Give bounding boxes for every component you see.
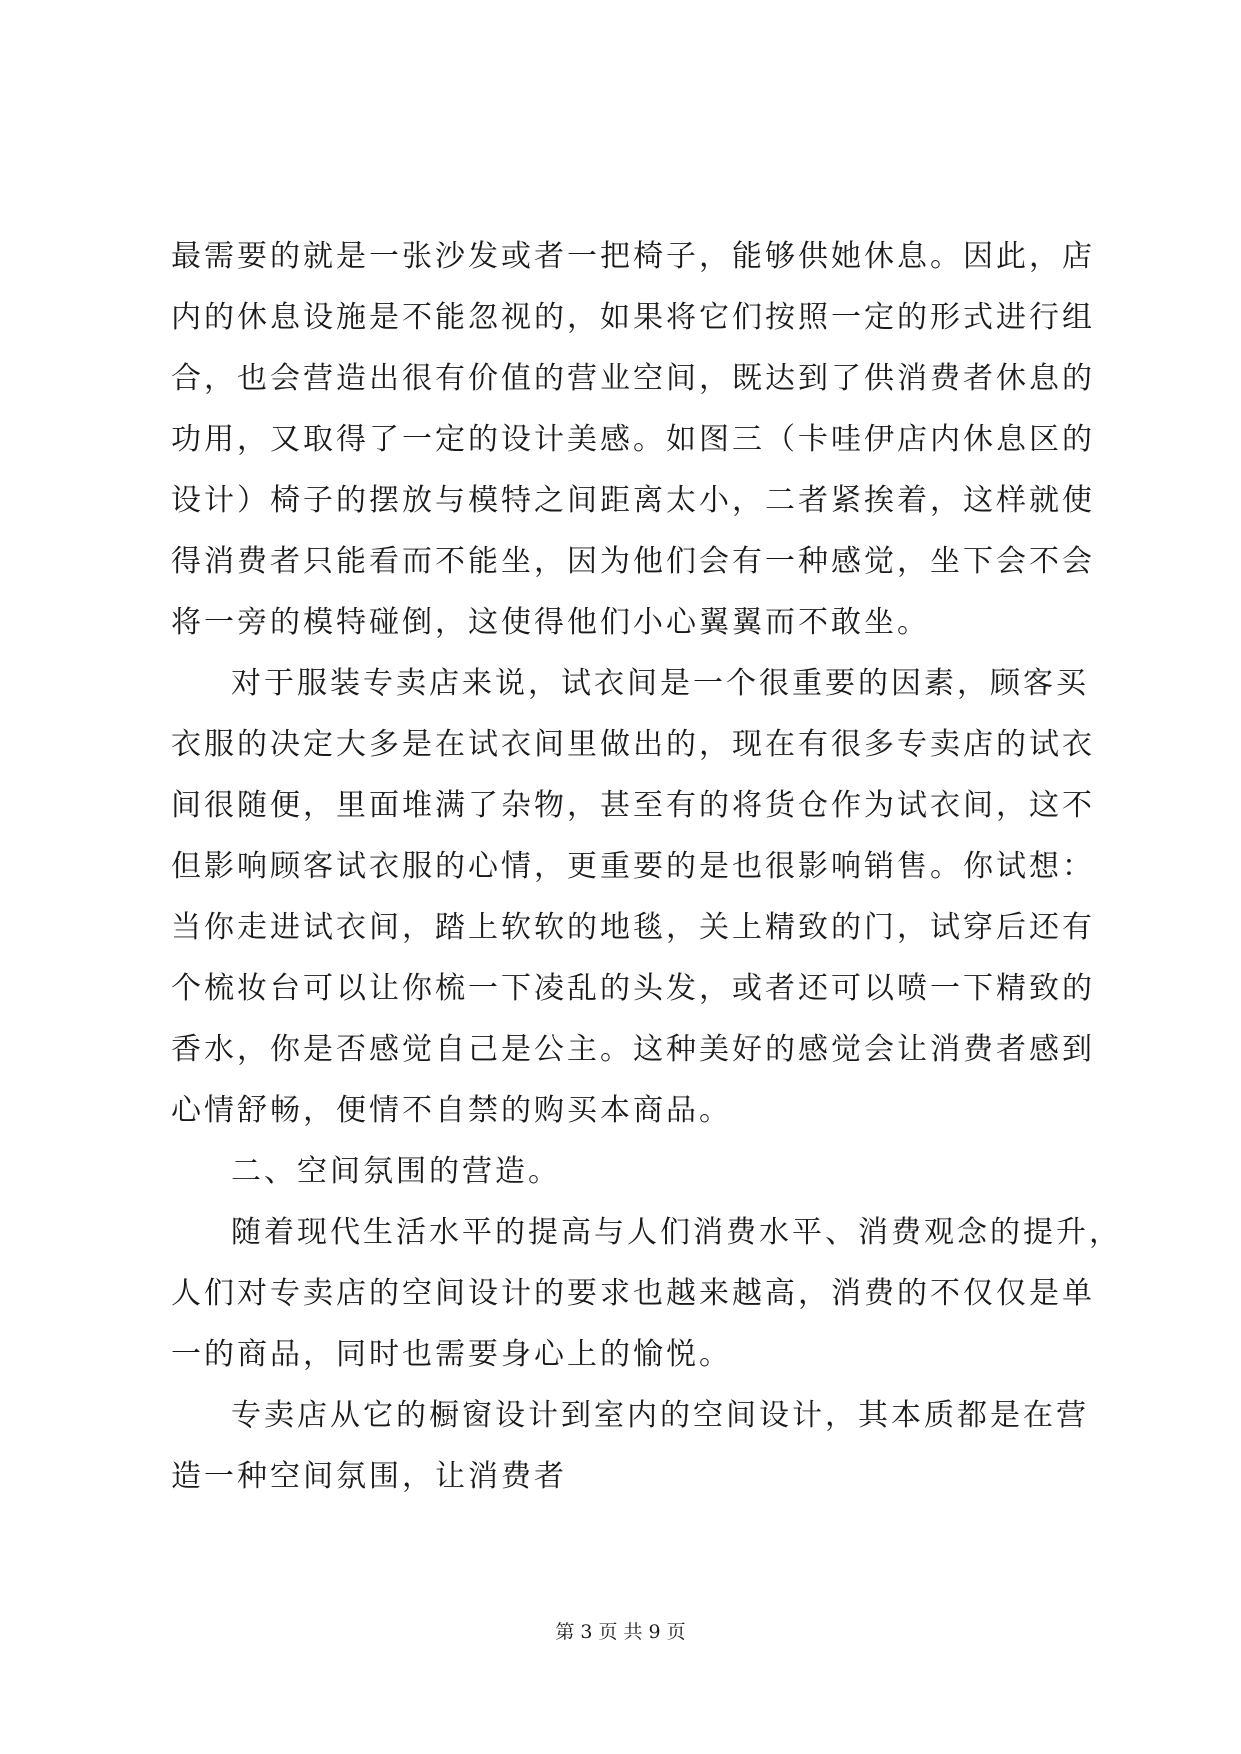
text-line: 得消费者只能看而不能坐，因为他们会有一种感觉，坐下会不会	[171, 544, 1095, 579]
paragraph-first-line: 随着现代生活水平的提高与人们消费水平、消费观念的提升，	[231, 1215, 1122, 1250]
text-line: 内的休息设施是不能忽视的，如果将它们按照一定的形式进行组	[171, 300, 1095, 335]
text-line: 但影响顾客试衣服的心情，更重要的是也很影响销售。你试想：	[171, 849, 1095, 884]
text-line: 功用，又取得了一定的设计美感。如图三（卡哇伊店内休息区的	[171, 422, 1095, 457]
text-line: 当你走进试衣间，踏上软软的地毯，关上精致的门，试穿后还有	[171, 910, 1095, 945]
text-line: 香水，你是否感觉自己是公主。这种美好的感觉会让消费者感到	[171, 1032, 1095, 1067]
page-number: 第 3 页 共 9 页	[555, 1621, 686, 1643]
paragraph-first-line: 专卖店从它的橱窗设计到室内的空间设计，其本质都是在营	[231, 1398, 1089, 1433]
text-line: 造一种空间氛围，让消费者	[171, 1459, 567, 1494]
body-text	[171, 226, 1122, 1507]
text-line: 间很随便，里面堆满了杂物，甚至有的将货仓作为试衣间，这不	[171, 788, 1095, 823]
text-line: 最需要的就是一张沙发或者一把椅子，能够供她休息。因此，店	[171, 239, 1095, 274]
section-heading: 二、空间氛围的营造。	[231, 1154, 561, 1189]
page-footer	[0, 1620, 1241, 1644]
text-line: 心情舒畅，便情不自禁的购买本商品。	[171, 1093, 732, 1128]
text-line: 衣服的决定大多是在试衣间里做出的，现在有很多专卖店的试衣	[171, 727, 1095, 762]
text-line: 个梳妆台可以让你梳一下凌乱的头发，或者还可以喷一下精致的	[171, 971, 1095, 1006]
text-line: 人们对专卖店的空间设计的要求也越来越高，消费的不仅仅是单	[171, 1276, 1095, 1311]
text-line: 合，也会营造出很有价值的营业空间，既达到了供消费者休息的	[171, 361, 1095, 396]
text-line: 设计）椅子的摆放与模特之间距离太小，二者紧挨着，这样就使	[171, 483, 1095, 518]
text-line: 将一旁的模特碰倒，这使得他们小心翼翼而不敢坐。	[171, 605, 930, 640]
paragraph-first-line: 对于服装专卖店来说，试衣间是一个很重要的因素，顾客买	[231, 666, 1089, 701]
text-line: 一的商品，同时也需要身心上的愉悦。	[171, 1337, 732, 1372]
